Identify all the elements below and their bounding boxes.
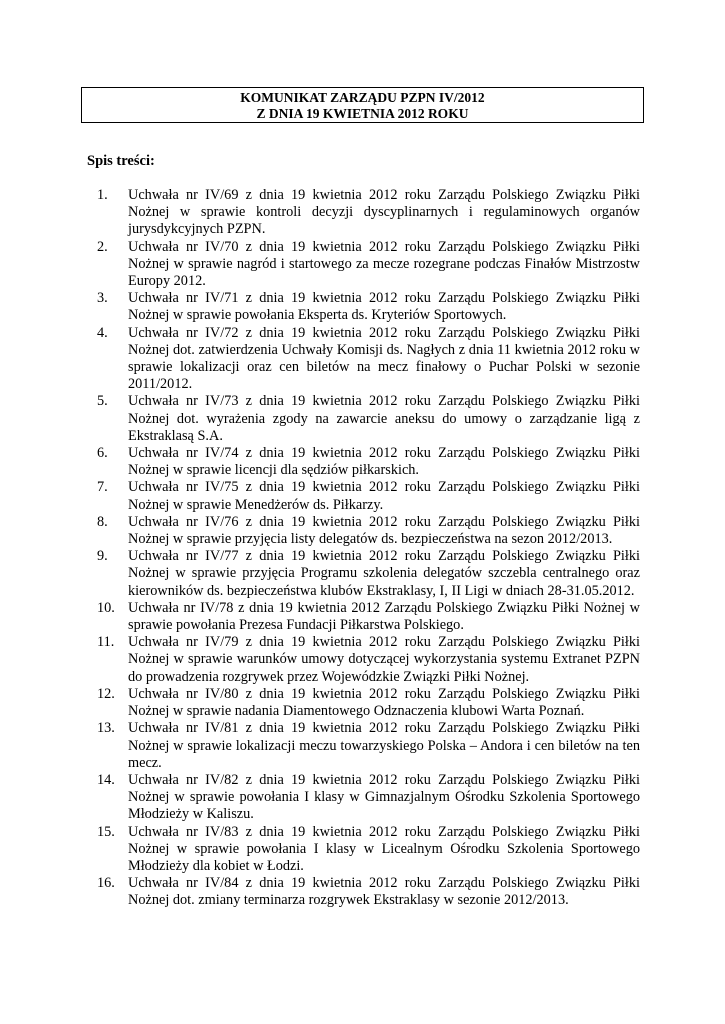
- toc-item: [97, 479, 640, 513]
- toc-item: [97, 290, 640, 324]
- document-date: Z DNIA 19 KWIETNIA 2012 ROKU: [256, 106, 469, 121]
- toc-item: [97, 824, 640, 876]
- toc-item: [97, 548, 640, 600]
- toc-item-text: Uchwała nr IV/82 z dnia 19 kwietnia 2012 roku Zarządu Polskiego Związku Piłki Nożnej w sprawie powołania I klasy w Gimnazjalnym Ośrodku Szkolenia Sportowego Młodzieży w Kaliszu.: [128, 771, 640, 823]
- toc-item-number: 8.: [97, 513, 108, 530]
- toc-item-number: 12.: [97, 685, 115, 702]
- toc-item-text: Uchwała nr IV/76 z dnia 19 kwietnia 2012 roku Zarządu Polskiego Związku Piłki Nożnej w sprawie przyjęcia listy delegatów ds. bezpieczeństwa na sezon 2012/2013.: [128, 513, 640, 548]
- toc-item-number: 5.: [97, 393, 108, 410]
- toc-item-number: 6.: [97, 445, 108, 462]
- toc-item-text: Uchwała nr IV/75 z dnia 19 kwietnia 2012 roku Zarządu Polskiego Związku Piłki Nożnej w sprawie Menedżerów ds. Piłkarzy.: [128, 479, 640, 513]
- toc-item-number: 16.: [97, 875, 115, 892]
- toc-heading: Spis treści:: [87, 153, 155, 169]
- toc-item: [97, 187, 640, 239]
- toc-item-text: Uchwała nr IV/84 z dnia 19 kwietnia 2012 roku Zarządu Polskiego Związku Piłki Nożnej dot. zmiany terminarza rozgrywek Ekstraklasy w sezonie 2012/2013.: [128, 875, 640, 909]
- toc-item-number: 3.: [97, 290, 108, 307]
- toc-item-text: Uchwała nr IV/74 z dnia 19 kwietnia 2012 roku Zarządu Polskiego Związku Piłki Nożnej w sprawie licencji dla sędziów piłkarskich.: [128, 445, 640, 479]
- toc-item-text: Uchwała nr IV/69 z dnia 19 kwietnia 2012 roku Zarządu Polskiego Związku Piłki Nożnej w sprawie kontroli decyzji dyscyplinarnych i regulaminowych organów jurysdykcyjnych PZPN.: [128, 187, 640, 238]
- toc-list: [97, 187, 640, 910]
- document-title: KOMUNIKAT ZARZĄDU PZPN IV/2012: [240, 90, 485, 105]
- toc-item-text: Uchwała nr IV/77 z dnia 19 kwietnia 2012 roku Zarządu Polskiego Związku Piłki Nożnej w sprawie przyjęcia Programu szkolenia delegatów szczebla centralnego oraz kierowników ds. bezpieczeństwa klubów Ekstraklasy, I, II Ligi w dniach 28-31.05.2012.: [128, 548, 640, 599]
- toc-item-number: 13.: [97, 720, 115, 737]
- toc-item-number: 1.: [97, 187, 108, 203]
- toc-item: [97, 445, 640, 479]
- toc-item: [97, 634, 640, 686]
- toc-item-number: 4.: [97, 324, 108, 341]
- toc-item-text: Uchwała nr IV/79 z dnia 19 kwietnia 2012 roku Zarządu Polskiego Związku Piłki Nożnej w sprawie warunków umowy dotyczącej wykorzystania systemu Extranet PZPN do prowadzenia rozgrywek przez Wojewódzkie Związki Piłki Nożnej.: [128, 634, 640, 685]
- toc-item: [97, 325, 640, 394]
- toc-item-text: Uchwała nr IV/83 z dnia 19 kwietnia 2012 roku Zarządu Polskiego Związku Piłki Nożnej w sprawie powołania I klasy w Licealnym Ośrodku Szkolenia Sportowego Młodzieży dla kobiet w Łodzi.: [128, 823, 640, 874]
- document-title-box: [81, 87, 644, 123]
- toc-item-number: 9.: [97, 548, 108, 565]
- toc-item-number: 7.: [97, 479, 108, 496]
- toc-item: [97, 600, 640, 634]
- toc-item: [97, 875, 640, 909]
- toc-item-text: Uchwała nr IV/80 z dnia 19 kwietnia 2012 roku Zarządu Polskiego Związku Piłki Nożnej w sprawie nadania Diamentowego Odznaczenia klubowi Warta Poznań.: [128, 685, 640, 720]
- toc-item-text: Uchwała nr IV/81 z dnia 19 kwietnia 2012 roku Zarządu Polskiego Związku Piłki Nożnej w sprawie lokalizacji meczu towarzyskiego Polska – Andora i cen biletów na ten mecz.: [128, 720, 640, 771]
- toc-item: [97, 720, 640, 772]
- toc-item: [97, 686, 640, 720]
- toc-item-text: Uchwała nr IV/78 z dnia 19 kwietnia 2012 Zarządu Polskiego Związku Piłki Nożnej w sprawie powołania Prezesa Fundacji Piłkarstwa Polskiego.: [128, 599, 640, 634]
- toc-item-number: 2.: [97, 238, 108, 255]
- toc-item-number: 15.: [97, 823, 115, 840]
- toc-item-text: Uchwała nr IV/71 z dnia 19 kwietnia 2012 roku Zarządu Polskiego Związku Piłki Nożnej w sprawie powołania Eksperta ds. Kryteriów Sportowych.: [128, 290, 640, 324]
- toc-item: [97, 393, 640, 445]
- toc-item-text: Uchwała nr IV/70 z dnia 19 kwietnia 2012 roku Zarządu Polskiego Związku Piłki Nożnej w sprawie nagród i startowego za mecze rozegrane podczas Finałów Mistrzostw Europy 2012.: [128, 238, 640, 290]
- toc-item-number: 10.: [97, 599, 115, 616]
- toc-item-number: 11.: [97, 634, 115, 651]
- toc-item: [97, 514, 640, 548]
- toc-item-text: Uchwała nr IV/72 z dnia 19 kwietnia 2012 roku Zarządu Polskiego Związku Piłki Nożnej dot. zatwierdzenia Uchwały Komisji ds. Nagłych z dnia 11 kwietnia 2012 roku w sprawie lokalizacji oraz cen biletów na mecz finałowy o Puchar Polski w sezonie 2011/2012.: [128, 324, 640, 393]
- toc-item: [97, 239, 640, 291]
- toc-item: [97, 772, 640, 824]
- toc-item-number: 14.: [97, 771, 115, 788]
- toc-item-text: Uchwała nr IV/73 z dnia 19 kwietnia 2012 roku Zarządu Polskiego Związku Piłki Nożnej dot. wyrażenia zgody na zawarcie aneksu do umowy o zarządzanie ligą z Ekstraklasą S.A.: [128, 393, 640, 444]
